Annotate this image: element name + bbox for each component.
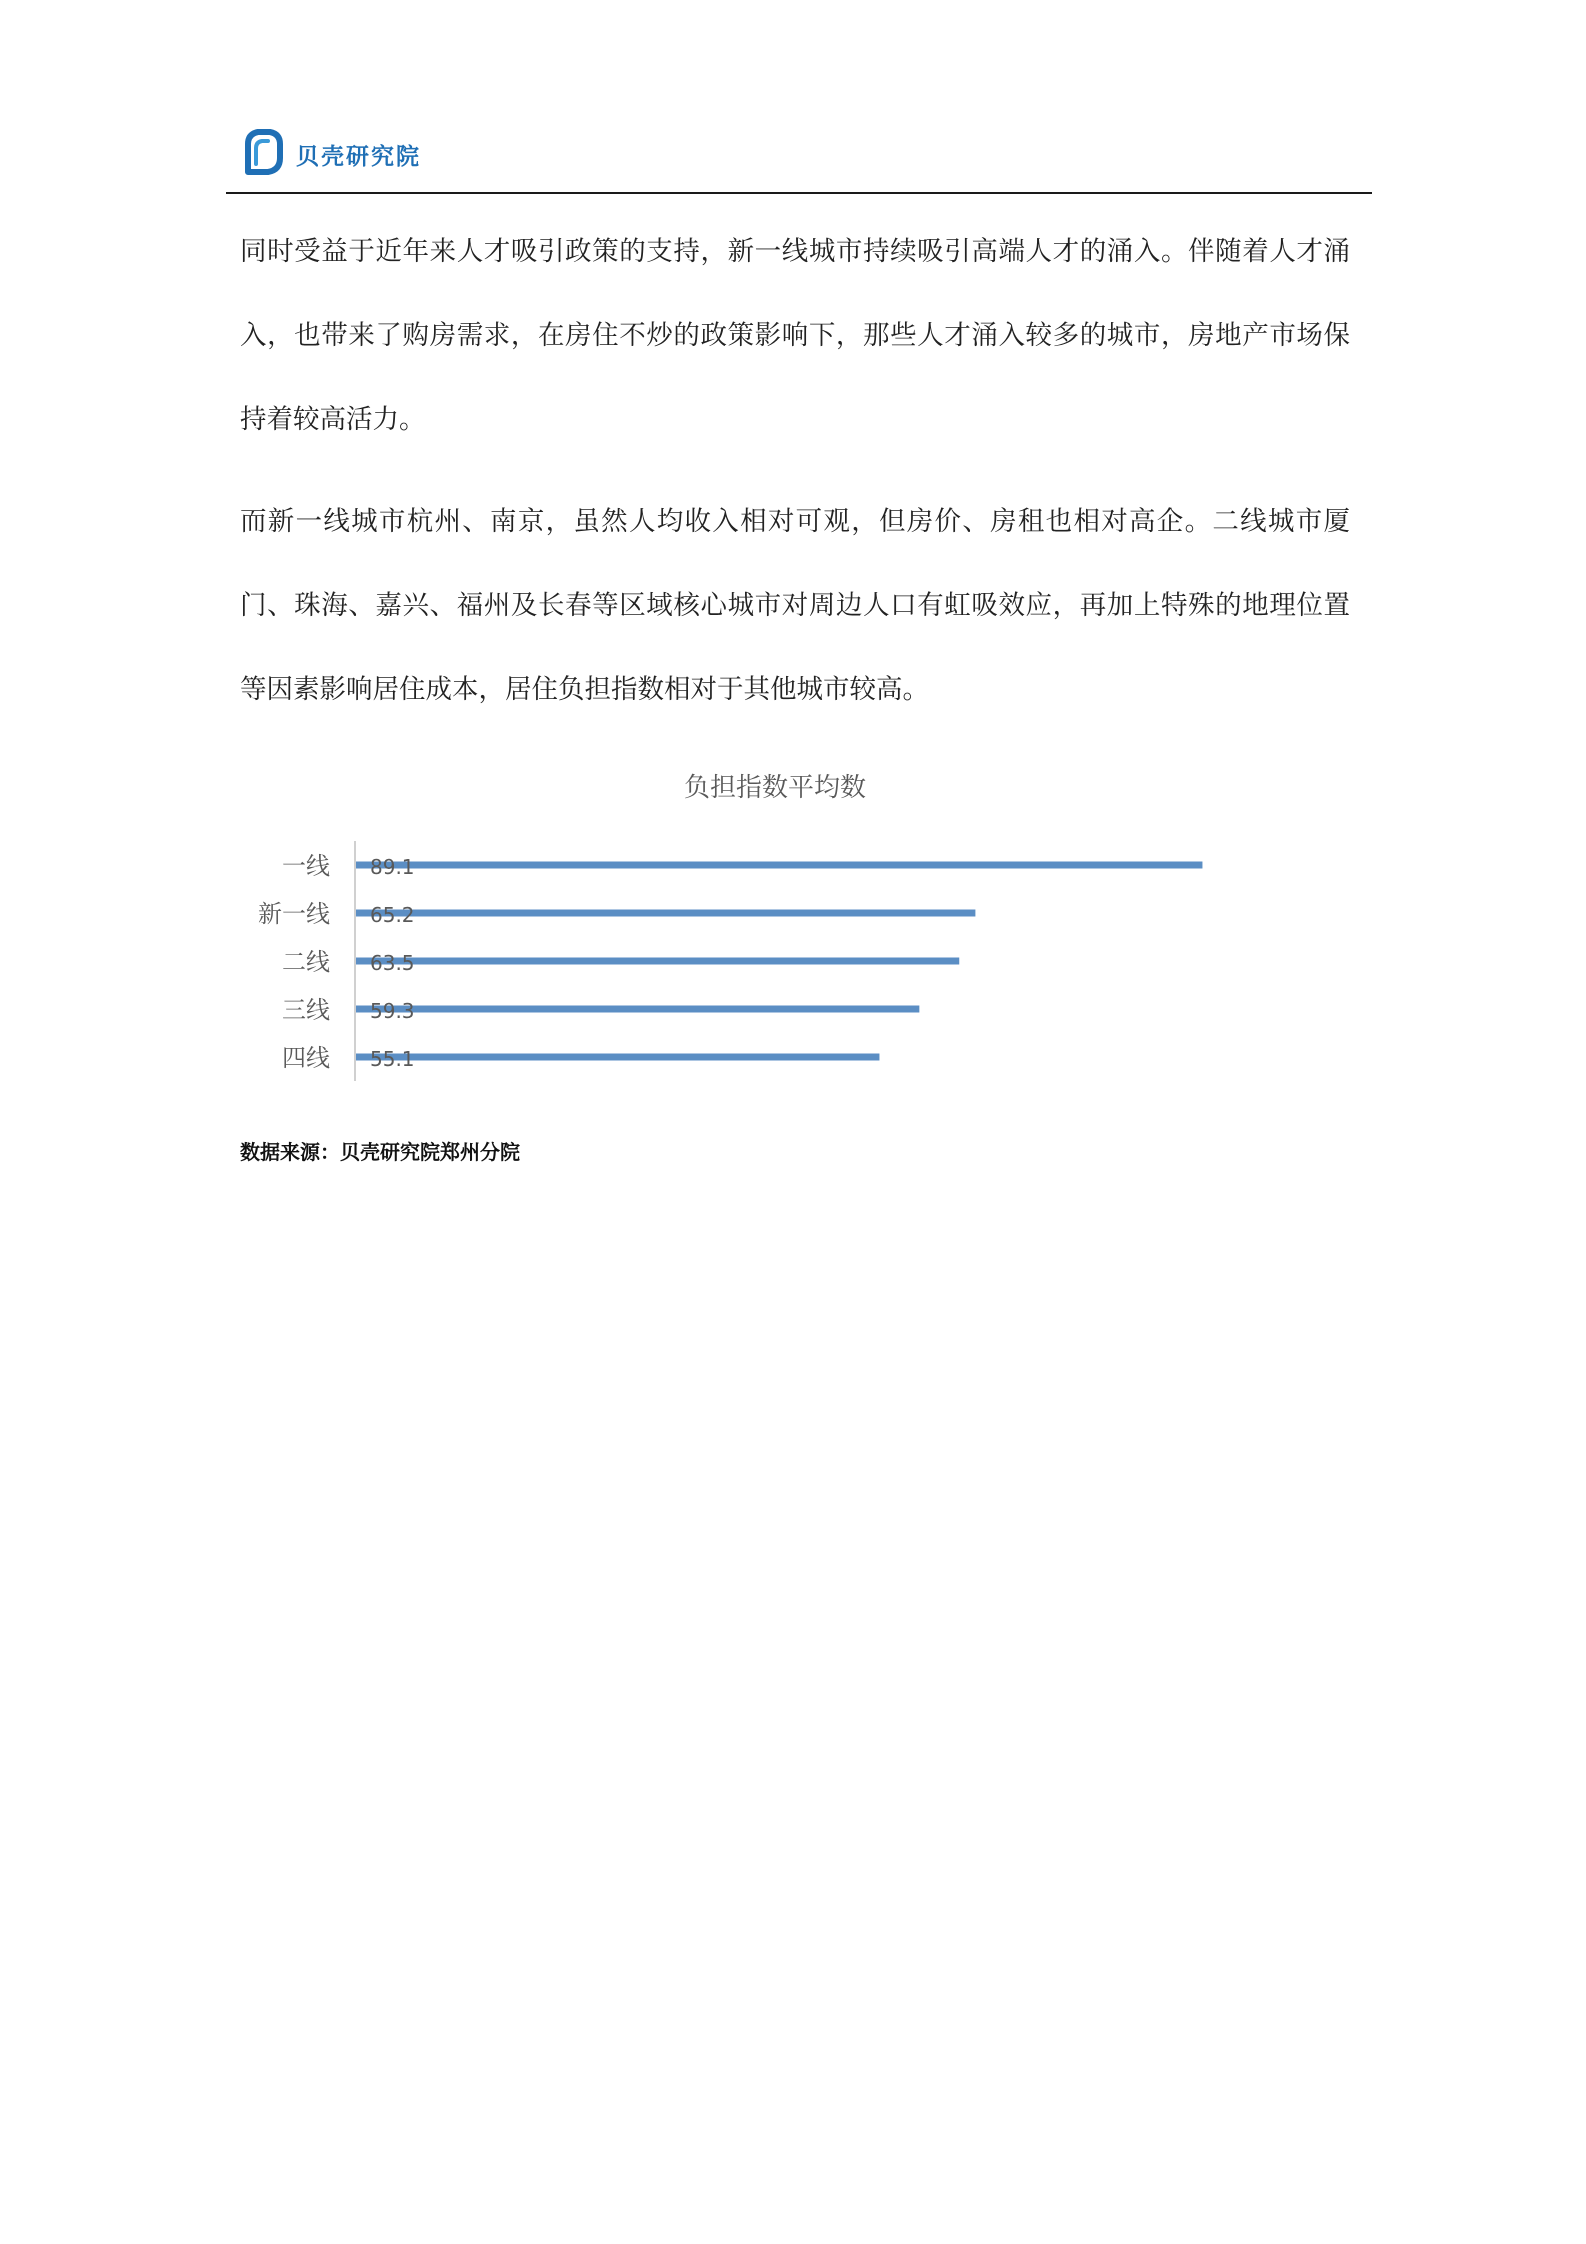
category-label: 三线: [282, 996, 330, 1024]
page-header: [226, 118, 1372, 194]
value-label: 65.2: [370, 903, 415, 927]
value-label: 55.1: [370, 1047, 415, 1071]
bar: [356, 958, 959, 965]
paragraph-2: 而新一线城市杭州、南京，虽然人均收入相对可观，但房价、房租也相对高企。二线城市厦门、珠海、嘉兴、福州及长春等区域核心城市对周边人口有虹吸效应，再加上特殊的地理位置等因素影响居住成本，居住负担指数相对于其他城市较高。: [240, 506, 1350, 705]
category-label: 四线: [282, 1044, 330, 1072]
bar-chart: [240, 755, 1340, 1105]
bar: [356, 910, 975, 917]
category-label: 新一线: [258, 900, 330, 928]
bar: [356, 1054, 879, 1061]
value-label: 89.1: [370, 855, 415, 879]
category-label: 一线: [282, 852, 330, 880]
chart-title: 负担指数平均数: [683, 773, 866, 803]
bar: [356, 862, 1202, 869]
bar: [356, 1006, 919, 1013]
beike-logo-icon: [240, 128, 286, 178]
value-label: 59.3: [370, 999, 415, 1023]
chart-canvas: [240, 755, 1340, 1105]
brand-name: 贝壳研究院: [296, 144, 421, 170]
paragraph-1: 同时受益于近年来人才吸引政策的支持，新一线城市持续吸引高端人才的涌入。伴随着人才涌入，也带来了购房需求，在房住不炒的政策影响下，那些人才涌入较多的城市，房地产市场保持着较高活力。: [240, 236, 1350, 435]
value-label: 63.5: [370, 951, 415, 975]
article-body: [240, 210, 1350, 750]
category-label: 二线: [282, 948, 330, 976]
data-source-note: 数据来源：贝壳研究院郑州分院: [240, 1140, 520, 1164]
